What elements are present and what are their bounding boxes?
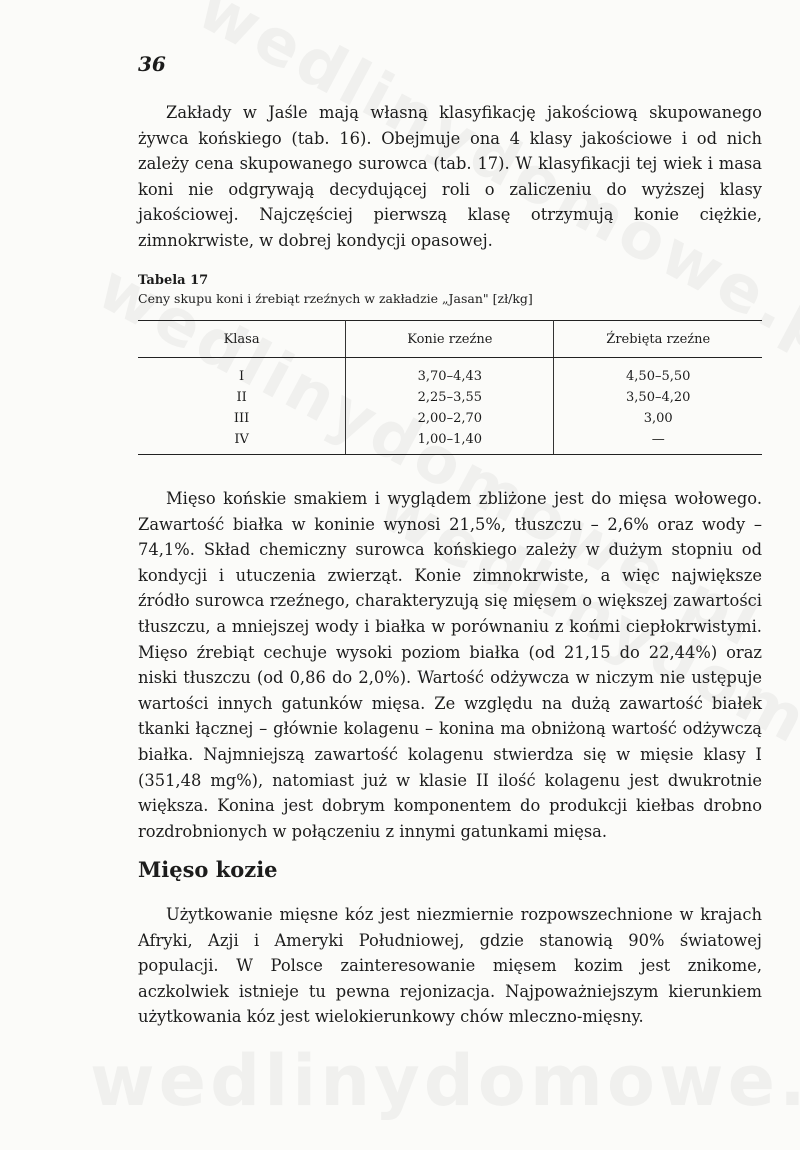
cell-horse-price: 3,70–4,43 <box>346 358 554 388</box>
table-header-row <box>138 321 762 358</box>
cell-class: I <box>138 358 346 388</box>
table-caption: Ceny skupu koni i źrebiąt rzeźnych w zakładzie „Jasan" [zł/kg] <box>138 291 533 306</box>
cell-horse-price: 2,25–3,55 <box>346 387 554 408</box>
table-row <box>138 358 762 388</box>
table-row <box>138 387 762 408</box>
section-heading: Mięso kozie <box>138 857 278 882</box>
table-row <box>138 408 762 429</box>
table-row <box>138 429 762 455</box>
column-header-slaughter-foals: Źrebięta rzeźne <box>554 321 762 358</box>
cell-class: II <box>138 387 346 408</box>
cell-foal-price: 4,50–5,50 <box>626 369 691 384</box>
goat-meat-paragraph: Użytkowanie mięsne kóz jest niezmiernie rozpowszechnione w krajach Afryki, Azji i Ameryki Południowej, gdzie stanowią 90% światowej populacji. W Polsce zainteresowanie mięsem kozim jest znikome, aczkolwiek istnieje tu pewna rejonizacja. Najpoważniejszym kierunkiem użytkowania kóz jest wielokierunkowy chów mleczno-mięsny. <box>138 905 762 1027</box>
cell-foal-price: 3,50–4,20 <box>626 390 691 405</box>
intro-paragraph: Zakłady w Jaśle mają własną klasyfikację jakościową skupowanego żywca końskiego (tab. 16). Obejmuje ona 4 klasy jakościowe i od nich zależy cena skupowanego surowca (tab. 17). W klasyfikacji tej wiek i masa koni nie odgrywają decydującej roli o zaliczeniu do wyższej klasy jakościowej. Najczęściej pierwszą klasę otrzymują konie ciężkie, zimnokrwiste, w dobrej kondycji opasowej. <box>138 103 762 250</box>
page-number: 36 <box>138 52 166 76</box>
horse-meat-paragraph: Mięso końskie smakiem i wyglądem zbliżone jest do mięsa wołowego. Zawartość białka w koninie wynosi 21,5%, tłuszczu – 2,6% oraz wody – 74,1%. Skład chemiczny surowca końskiego zależy w dużym stopniu od kondycji i utuczenia zwierząt. Konie zimnokrwiste, a więc największe źródło surowca rzeźnego, charakteryzują się mięsem o większej zawartości tłuszczu, a mniejszej wody i białka w porównaniu z końmi ciepłokrwistymi. Mięso źrebiąt cechuje wysoki poziom białka (od 21,15 do 22,44%) oraz niski tłuszczu (od 0,86 do 2,0%). Wartość odżywcza w niczym nie ustępuje wartości innych gatunków mięsa. Ze względu na dużą zawartość białek tkanki łącznej – głównie kolagenu – konina ma obniżoną wartość odżywczą białka. Najmniejszą zawartość kolagenu stwierdza się w mięsie klasy I (351,48 mg%), natomiast już w klasie II ilość kolagenu jest dwukrotnie większa. Konina jest dobrym komponentem do produkcji kiełbas drobno rozdrobnionych w połączeniu z innymi gatunkami mięsa. <box>138 489 762 841</box>
cell-horse-price: 1,00–1,40 <box>346 429 554 455</box>
cell-horse-price: 2,00–2,70 <box>346 408 554 429</box>
cell-foal-price: — <box>554 429 762 455</box>
cell-foal-price: 3,00 <box>643 411 673 426</box>
cell-class: III <box>138 408 346 429</box>
table-label: Tabela 17 <box>138 273 209 288</box>
column-header-slaughter-horses: Konie rzeźne <box>346 321 554 358</box>
watermark <box>90 1040 800 1122</box>
cell-class: IV <box>138 429 346 455</box>
column-header-class: Klasa <box>138 321 346 358</box>
price-table <box>138 320 762 455</box>
